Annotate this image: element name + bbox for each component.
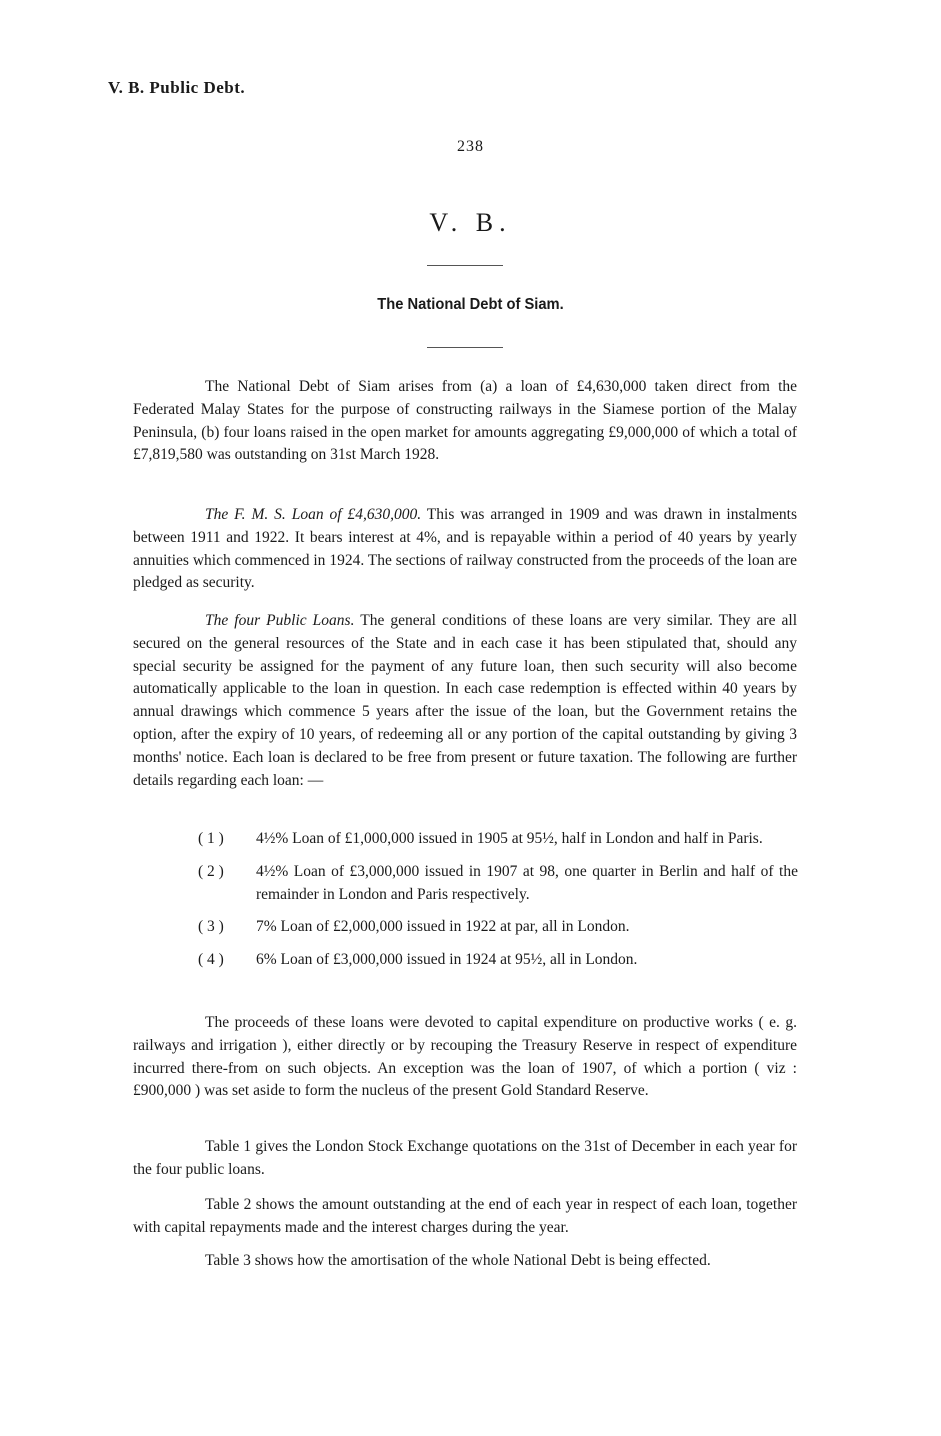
list-item-text: 4½% Loan of £3,000,000 issued in 1907 at 98, one quarter in Berlin and half of the remainder in London and Paris respectively. — [256, 862, 798, 903]
list-item — [198, 949, 798, 972]
list-item — [198, 861, 798, 907]
table1-paragraph — [133, 1136, 797, 1182]
page-number: 238 — [457, 138, 484, 155]
proceeds-text: The proceeds of these loans were devoted to capital expenditure on productive works ( e. g. railways and irrigation ), either directly or by recouping the Treasury Reserve in respect of expenditure incurred there-from on such objects. An exception was the loan of 1907, of which a portion ( viz :£900,000 ) was set aside to form the nucleus of the present Gold Standard Reserve. — [133, 1014, 797, 1100]
section-heading: V. B. — [429, 208, 512, 237]
fms-loan-paragraph — [133, 504, 797, 595]
divider-rule — [427, 347, 503, 348]
list-item-number: ( 1 ) — [198, 830, 224, 847]
table2-paragraph — [133, 1194, 797, 1240]
table1-text: Table 1 gives the London Stock Exchange quotations on the 31st of December in each year for the four public loans. — [133, 1138, 797, 1178]
table3-paragraph — [133, 1250, 797, 1273]
list-item-number: ( 3 ) — [198, 918, 224, 936]
running-head: V. B. Public Debt. — [108, 78, 246, 97]
loan-list — [198, 828, 798, 982]
fms-loan-text — [133, 504, 797, 595]
public-loans-text — [133, 610, 797, 792]
public-loans-heading: The four Public Loans. — [205, 612, 355, 629]
list-item-text: 6% Loan of £3,000,000 issued in 1924 at 95½, all in London. — [256, 951, 638, 969]
list-item-number: ( 4 ) — [198, 951, 224, 969]
table2-text: Table 2 shows the amount outstanding at the end of each year in respect of each loan, together with capital repayments made and the interest charges during the year. — [133, 1196, 797, 1236]
document-title: The National Debt of Siam. — [377, 296, 564, 313]
fms-loan-body: This was arranged in 1909 and was drawn in instalments between 1911 and 1922. It bears interest at 4%, and is repayable within a period of 40 years by yearly annuities which commenced in 1924. The sections of railway constructed from the proceeds of the loan are pledged as security. — [133, 506, 797, 592]
table3-text: Table 3 shows how the amortisation of the whole National Debt is being effected. — [205, 1252, 711, 1269]
fms-loan-heading: The F. M. S. Loan of £4,630,000. — [205, 506, 422, 523]
intro-text: The National Debt of Siam arises from (a) a loan of £4,630,000 taken direct from the Federated Malay States for the purpose of constructing railways in the Siamese portion of the Malay Peninsula, (b) four loans raised in the open market for amounts aggregating £9,000,000 of which a total of £7,819,580 was outstanding on 31st March 1928. — [133, 378, 797, 464]
proceeds-paragraph — [133, 1012, 797, 1103]
list-item — [198, 828, 798, 851]
divider-rule — [427, 265, 503, 266]
list-item — [198, 916, 798, 939]
list-item-text: 4½% Loan of £1,000,000 issued in 1905 at 95½, half in London and half in Paris. — [256, 830, 763, 847]
list-item-number: ( 2 ) — [198, 862, 224, 880]
intro-paragraph — [133, 376, 797, 467]
list-item-text: 7% Loan of £2,000,000 issued in 1922 at par, all in London. — [256, 918, 630, 936]
public-loans-paragraph — [133, 610, 797, 792]
public-loans-body: The general conditions of these loans are very similar. They are all secured on the general resources of the State and in each case it has been stipulated that, should any special security be assigned for the payment of any future loan, then such security will also become automatically applicable to the loan in question. In each case redemption is effected within 40 years by annual drawings which commence 5 years after the issue of the loan, but the Government retains the option, after the expiry of 10 years, of redeeming all or any portion of the capital outstanding by giving 3 months' notice. Each loan is declared to be free from present or future taxation. The following are further details regarding each loan: — — [133, 612, 798, 789]
